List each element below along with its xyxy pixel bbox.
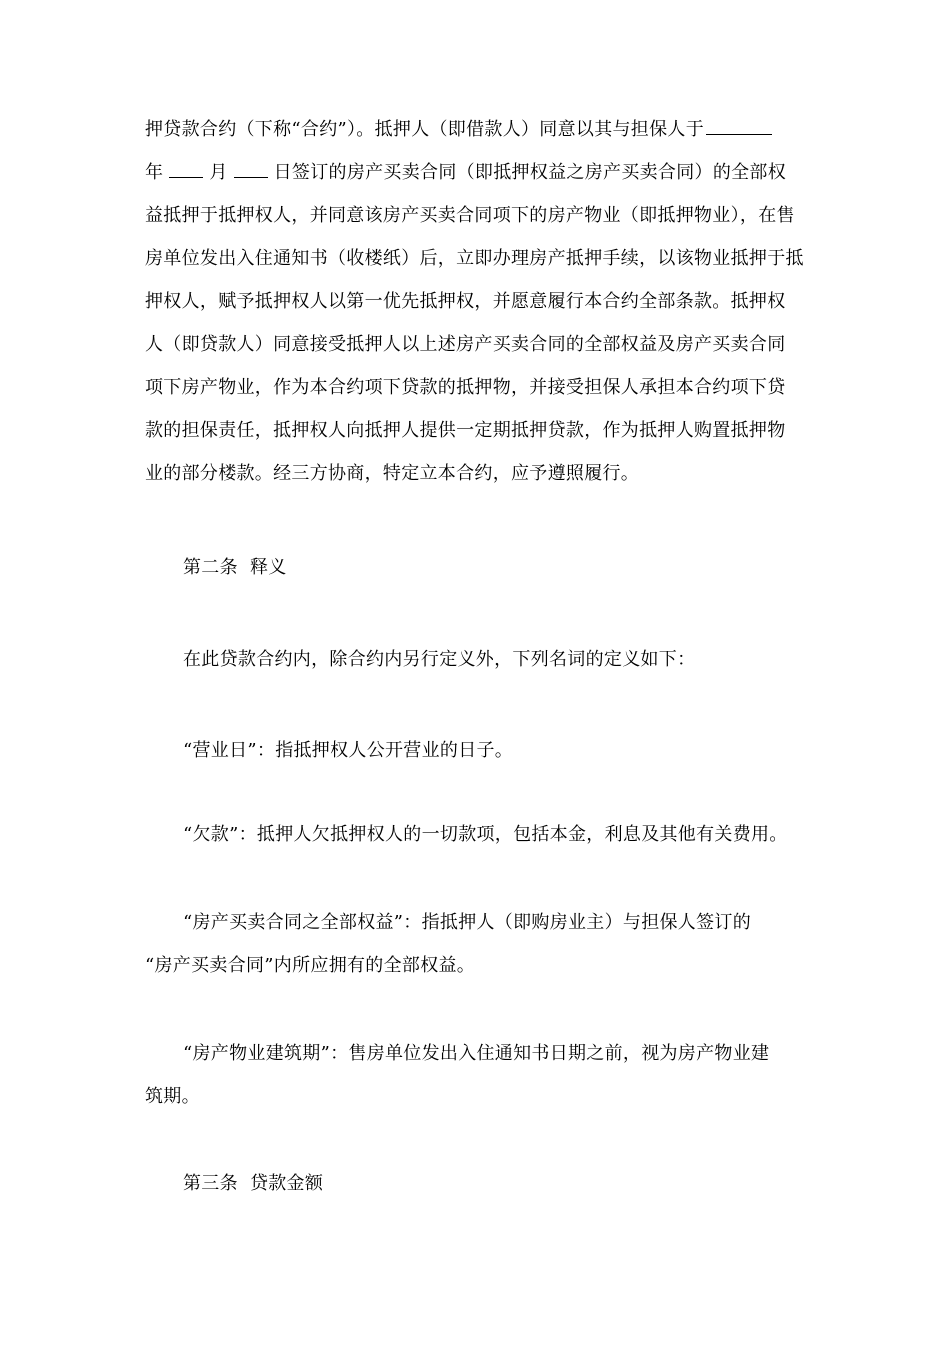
article3-heading: 第三条 贷款金额 bbox=[183, 1173, 324, 1194]
article2-intro: 在此贷款合约内，除合约内另行定义外，下列名词的定义如下： bbox=[183, 649, 696, 670]
paragraph1-line7: 项下房产物业，作为本合约项下贷款的抵押物，并接受担保人承担本合约项下贷 bbox=[145, 377, 786, 398]
definition-period-line2: 筑期。 bbox=[145, 1086, 200, 1107]
paragraph1-line3: 益抵押于抵押权人，并同意该房产买卖合同项下的房产物业（即抵押物业），在售 bbox=[145, 205, 795, 226]
definition-rights-line2: “房产买卖合同”内所应拥有的全部权益。 bbox=[145, 955, 476, 976]
paragraph1-line6: 人（即贷款人）同意接受抵押人以上述房产买卖合同的全部权益及房产买卖合同 bbox=[145, 334, 786, 355]
paragraph1-line2: 年 月 日签订的房产买卖合同（即抵押权益之房产买卖合同）的全部权 bbox=[145, 162, 787, 183]
paragraph1-line8: 款的担保责任，抵押权人向抵押人提供一定期抵押贷款，作为抵押人购置抵押物 bbox=[145, 420, 786, 441]
paragraph1-line1: 押贷款合约（下称“合约”）。抵押人（即借款人）同意以其与担保人于 bbox=[145, 117, 774, 143]
definition-business-day: “营业日”：指抵押权人公开营业的日子。 bbox=[183, 740, 514, 761]
definition-debt: “欠款”：抵押人欠抵押权人的一切款项，包括本金，利息及其他有关费用。 bbox=[183, 824, 788, 845]
definition-rights-line1: “房产买卖合同之全部权益”：指抵押人（即购房业主）与担保人签订的 bbox=[183, 912, 752, 933]
paragraph1-line4: 房单位发出入住通知书（收楼纸）后，立即办理房产抵押手续，以该物业抵押于抵 bbox=[145, 248, 804, 269]
month-blank bbox=[169, 161, 203, 178]
date-blank-long bbox=[706, 118, 772, 135]
paragraph1-line5: 押权人，赋予抵押权人以第一优先抵押权，并愿意履行本合约全部条款。抵押权 bbox=[145, 291, 786, 312]
definition-period-line1: “房产物业建筑期”：售房单位发出入住通知书日期之前，视为房产物业建 bbox=[183, 1043, 770, 1064]
article2-heading: 第二条 释义 bbox=[183, 557, 287, 578]
paragraph1-line9: 业的部分楼款。经三方协商，特定立本合约，应予遵照履行。 bbox=[145, 463, 640, 484]
day-blank bbox=[234, 161, 268, 178]
